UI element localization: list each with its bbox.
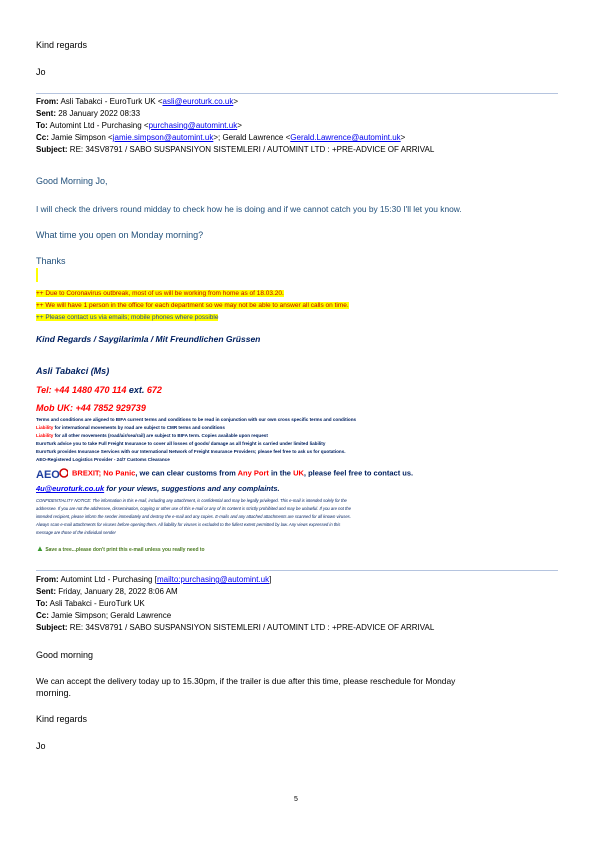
- brexit-line: AEO BREXIT; No Panic, we can clear customs from Any Port in the UK, please feel free to contact us.: [36, 468, 414, 480]
- cc-email-link-2[interactable]: Gerald.Lawrence@automint.uk: [290, 133, 401, 142]
- confidentiality-4: Always scan e-mail attachments for viruses before opening them. All liability for viruses is excluded to the fullest extent permitted by law. Any views expressed in this: [36, 522, 341, 527]
- cc-email-link-1[interactable]: jamie.simpson@automint.uk: [112, 133, 214, 142]
- svg-text:AEO: AEO: [36, 469, 60, 480]
- body1-greeting: Good Morning Jo,: [36, 176, 108, 186]
- signature-name: Asli Tabakci (Ms): [36, 366, 110, 376]
- body2-signoff: Jo: [36, 741, 46, 751]
- aeo-logo: [36, 467, 68, 480]
- top-regards: Kind regards: [36, 40, 88, 50]
- signature-mob: Mob UK: +44 7852 929739: [36, 403, 146, 413]
- header1-subject: Subject: RE: 34SV8791 / SABO SUSPANSIYON SISTEMLERI / AUTOMINT LTD : +PRE-ADVICE OF ARRIVAL: [36, 145, 435, 154]
- save-tree-line: ▲ Save a tree...please don't print this e-mail unless you really need to: [36, 544, 205, 553]
- body2-regards: Kind regards: [36, 714, 88, 724]
- header1-cc: Cc: Jamie Simpson <jamie.simpson@automint.uk>; Gerald Lawrence <Gerald.Lawrence@automint.uk>: [36, 133, 406, 142]
- header1-to: To: Automint Ltd - Purchasing <purchasing@automint.uk>: [36, 121, 242, 130]
- confidentiality-5: message are those of the individual sender: [36, 530, 116, 535]
- legal-line-5: EuroTurk provides Insurance Services with our International Network of Freight Insurance Providers; please feel free to ask us for quotations.: [36, 449, 346, 454]
- header2-sent: Sent: Friday, January 28, 2022 8:06 AM: [36, 587, 178, 596]
- legal-line-2: Liability for international movements by road are subject to CMR terms and conditions: [36, 425, 225, 430]
- signature-tel: Tel: +44 1480 470 114 ext. 672: [36, 385, 162, 395]
- header1-from: From: Asli Tabakci - EuroTurk UK <asli@euroturk.co.uk>: [36, 97, 238, 106]
- header2-cc: Cc: Jamie Simpson; Gerald Lawrence: [36, 611, 172, 620]
- body1-line1: I will check the drivers round midday to check how he is doing and if we cannot catch you by 15:30 I'll let you know.: [36, 204, 462, 214]
- highlight-marker: [36, 268, 38, 282]
- body2-line1: We can accept the delivery today up to 15.30pm, if the trailer is due after this time, please reschedule for Monday: [36, 676, 456, 686]
- confidentiality-1: CONFIDENTIALITY NOTICE: The information in this e-mail, including any attachment, is confidential and may be legally privileged. This e-mail is intended solely for the: [36, 498, 347, 503]
- body1-line2: What time you open on Monday morning?: [36, 230, 204, 240]
- top-signoff: Jo: [36, 67, 46, 77]
- header-divider-2: [36, 570, 558, 571]
- notice-2: ++ We will have 1 person in the office for each department so we may not be able to answer all calls on time.: [36, 302, 349, 309]
- tree-icon: ▲: [36, 544, 44, 553]
- header-divider: [36, 93, 558, 94]
- header2-from: From: Automint Ltd - Purchasing [mailto:purchasing@automint.uk]: [36, 575, 272, 584]
- contact-line: 4u@euroturk.co.uk for your views, suggestions and any complaints.: [36, 484, 280, 493]
- header2-to: To: Asli Tabakci - EuroTurk UK: [36, 599, 145, 608]
- from-email-link[interactable]: asli@euroturk.co.uk: [162, 97, 234, 106]
- signature-closing: Kind Regards / Saygilarimla / Mit Freundlichen Grüssen: [36, 334, 261, 344]
- header2-subject: Subject: RE: 34SV8791 / SABO SUSPANSIYON SISTEMLERI / AUTOMINT LTD : +PRE-ADVICE OF ARRIVAL: [36, 623, 435, 632]
- body1-thanks: Thanks: [36, 256, 66, 266]
- legal-line-6: AEO-Registered Logistics Provider - 24/7 Customs Clearance: [36, 457, 170, 462]
- page-number: 5: [294, 796, 298, 803]
- notice-3: ++ Please contact us via emails; mobile phones where possible: [36, 314, 219, 321]
- body2-greeting: Good morning: [36, 650, 94, 660]
- body2-line2: morning.: [36, 688, 72, 698]
- contact-email-link[interactable]: 4u@euroturk.co.uk: [36, 484, 105, 493]
- legal-line-1: Terms and conditions are aligned to BIFA current terms and conditions to be read in conjunction with our own cross specific terms and conditions: [36, 417, 357, 422]
- legal-line-3: Liability for all other movements (road/air/sea/rail) are subject to BIFA term. Copies available upon request: [36, 433, 268, 438]
- header1-sent: Sent: 28 January 2022 08:33: [36, 109, 141, 118]
- to-email-link[interactable]: purchasing@automint.uk: [148, 121, 238, 130]
- notice-1: ++ Due to Coronavirus outbreak, most of us will be working from home as of 18.03.20.: [36, 290, 284, 297]
- confidentiality-3: intended recipient, please inform the sender immediately and destroy the e-mail and any copies. E-mails and any attached attachments are scanned for all known viruses.: [36, 514, 351, 519]
- mailto-link[interactable]: mailto:purchasing@automint.uk: [156, 575, 270, 584]
- legal-line-4: EuroTurk advice you to take Full Freight Insurance to cover all losses of goods/ damage as all freight is carried under limited liability: [36, 441, 326, 446]
- confidentiality-2: addressee. If you are not the addressee, dissemination, copying or other use of this e-mail or any of its content is strictly prohibited and may be unlawful. If you are not the: [36, 506, 351, 511]
